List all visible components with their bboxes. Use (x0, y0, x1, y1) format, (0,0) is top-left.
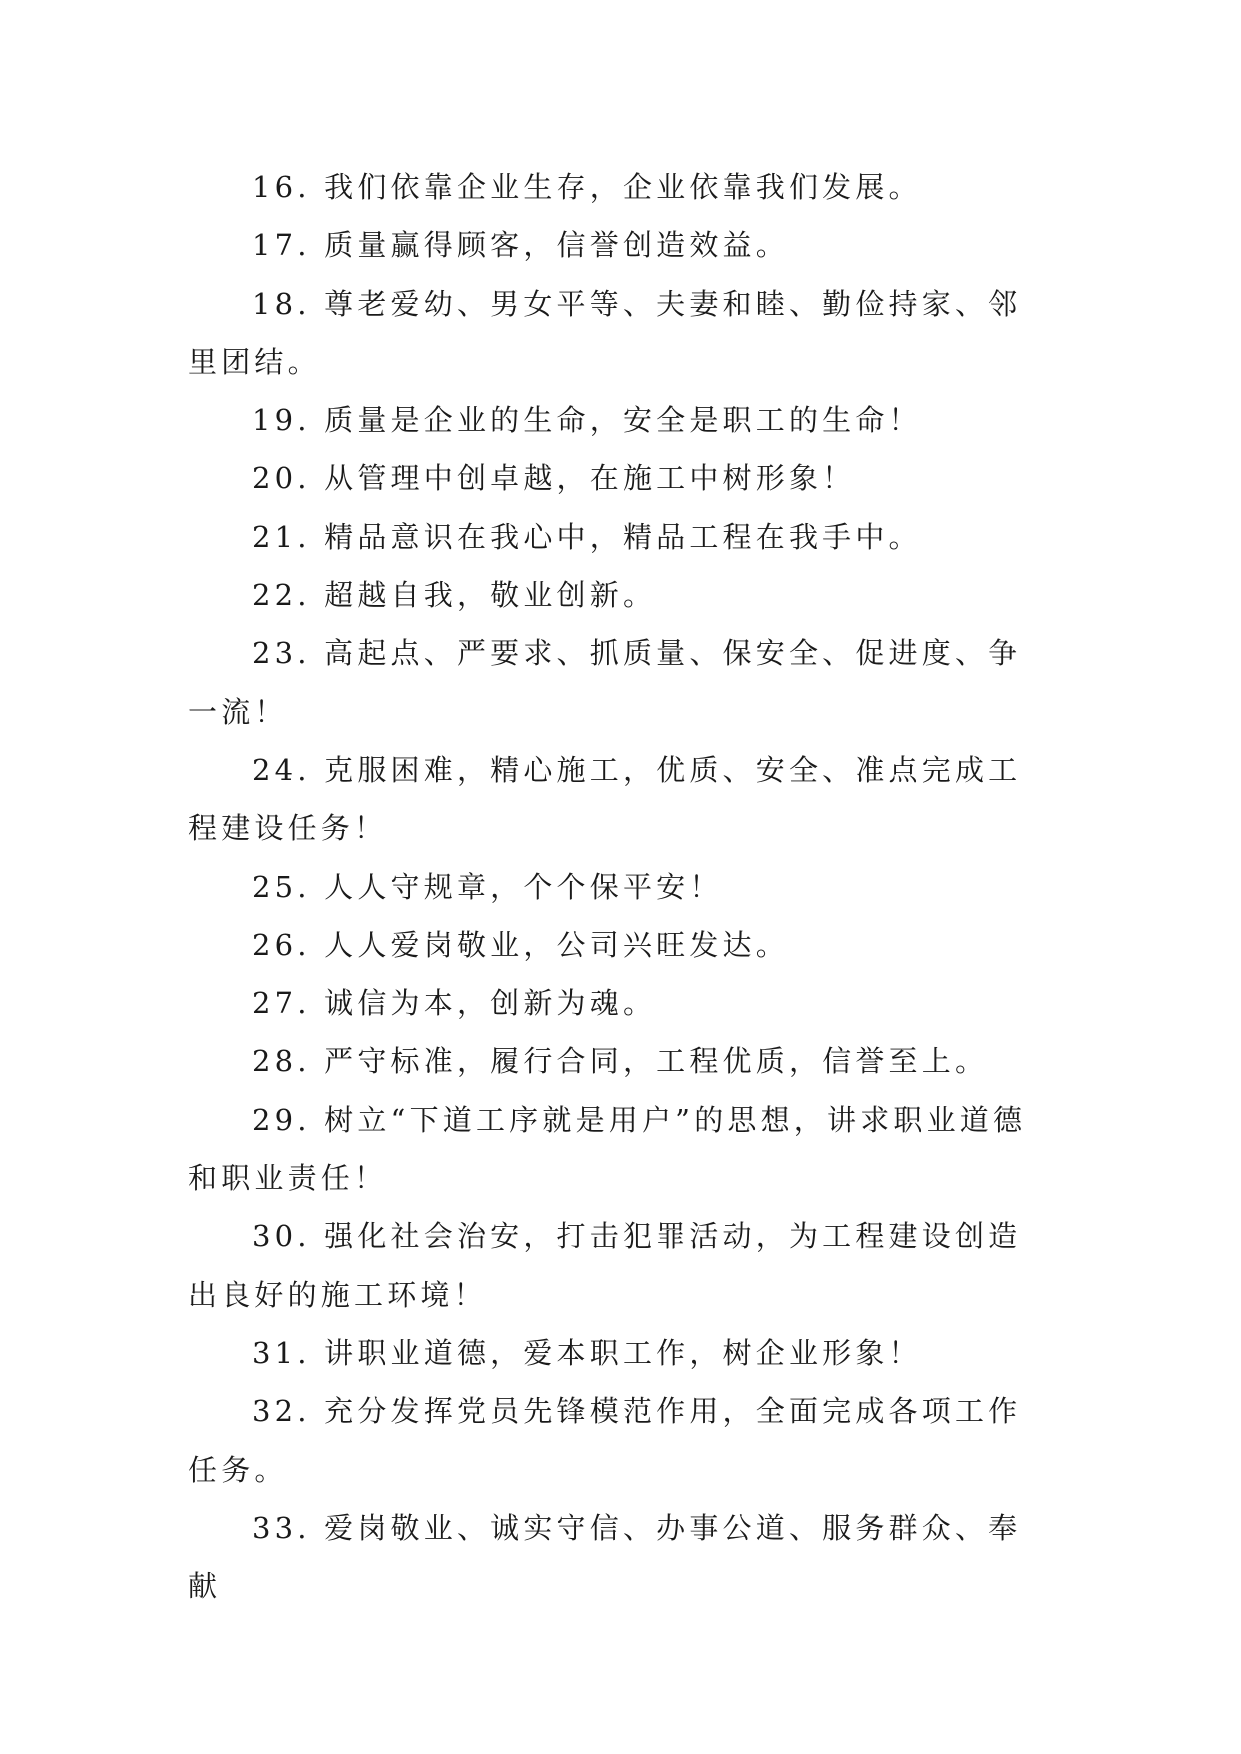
slogan-item-19: 19. 质量是企业的生命，安全是职工的生命！ (252, 403, 922, 438)
slogan-item-31: 31. 讲职业道德，爱本职工作，树企业形象！ (252, 1335, 922, 1370)
slogan-item-22: 22. 超越自我，敬业创新。 (252, 578, 657, 613)
slogan-item-26: 26. 人人爱岗敬业，公司兴旺发达。 (252, 927, 789, 962)
slogan-item-20: 20. 从管理中创卓越，在施工中树形象！ (252, 461, 856, 496)
slogan-item-17: 17. 质量赢得顾客，信誉创造效益。 (252, 228, 789, 263)
slogan-item-16: 16. 我们依靠企业生存，企业依靠我们发展。 (252, 170, 922, 204)
slogan-item-24: 24. 克服困难，精心施工，优质、安全、准点完成工程建设任务！ (188, 752, 1022, 846)
slogan-item-33: 33. 爱岗敬业、诚实守信、办事公道、服务群众、奉献 (188, 1510, 1022, 1604)
slogan-item-30: 30. 强化社会治安，打击犯罪活动，为工程建设创造出良好的施工环境！ (188, 1219, 1022, 1312)
slogan-item-18: 18. 尊老爱幼、男女平等、夫妻和睦、勤俭持家、邻里团结。 (188, 286, 1022, 379)
slogan-item-23: 23. 高起点、严要求、抓质量、保安全、促进度、争一流！ (188, 636, 1022, 729)
slogan-item-21: 21. 精品意识在我心中，精品工程在我手中。 (252, 519, 922, 554)
document-body (188, 158, 1046, 1615)
slogan-item-25: 25. 人人守规章，个个保平安！ (252, 869, 723, 904)
slogan-item-29: 29. 树立“下道工序就是用户”的思想，讲求职业道德和职业责任！ (188, 1102, 1027, 1196)
slogan-item-32: 32. 充分发挥党员先锋模范作用，全面完成各项工作任务。 (188, 1394, 1022, 1487)
slogan-item-27: 27. 诚信为本，创新为魂。 (252, 986, 657, 1021)
slogan-item-28: 28. 严守标准，履行合同，工程优质，信誉至上。 (252, 1044, 989, 1079)
